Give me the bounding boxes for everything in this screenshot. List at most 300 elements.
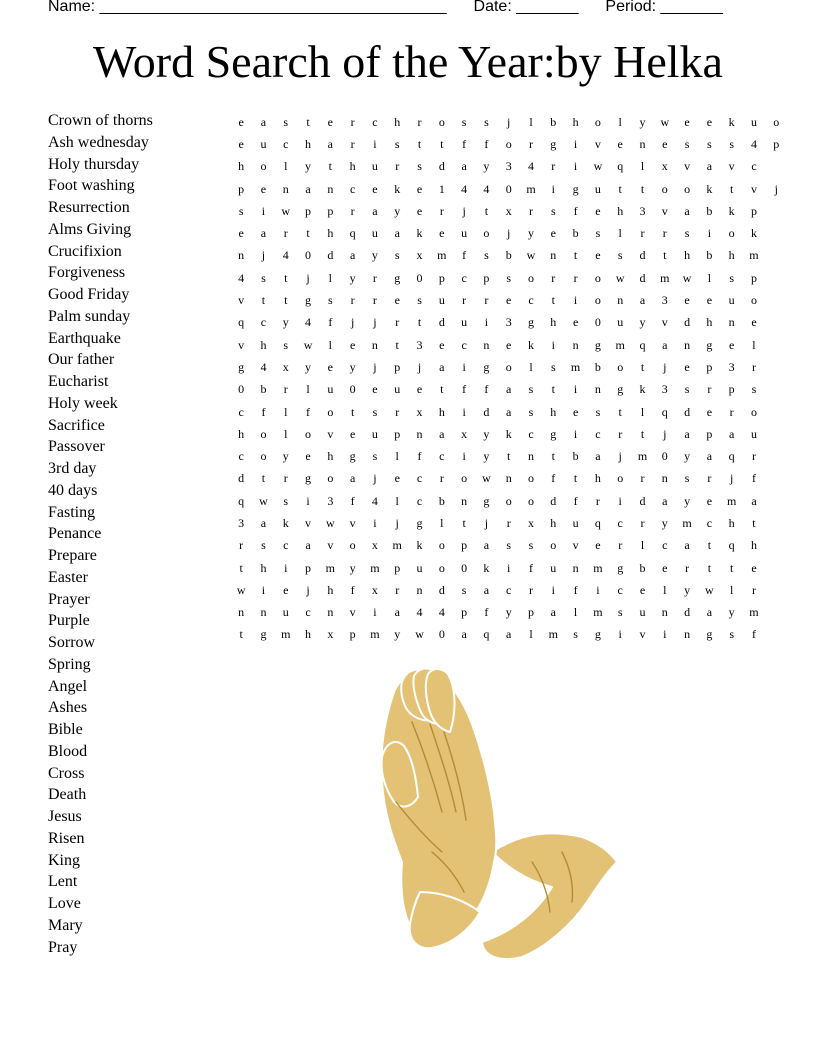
grid-letter[interactable]: r: [640, 226, 645, 241]
grid-letter[interactable]: l: [707, 270, 712, 285]
grid-letter[interactable]: s: [707, 136, 712, 151]
grid-letter[interactable]: g: [349, 449, 356, 464]
grid-letter[interactable]: o: [528, 493, 534, 508]
grid-letter[interactable]: a: [706, 449, 713, 464]
grid-letter[interactable]: a: [550, 605, 556, 620]
grid-letter[interactable]: g: [617, 560, 624, 575]
grid-letter[interactable]: e: [684, 114, 690, 129]
grid-letter[interactable]: h: [750, 538, 757, 553]
grid-letter[interactable]: q: [728, 538, 735, 553]
grid-letter[interactable]: n: [661, 471, 668, 486]
grid-letter[interactable]: r: [529, 203, 533, 218]
grid-letter[interactable]: s: [484, 248, 489, 263]
grid-letter[interactable]: y: [282, 449, 289, 464]
grid-letter[interactable]: a: [595, 449, 601, 464]
grid-letter[interactable]: t: [239, 627, 243, 642]
grid-letter[interactable]: e: [572, 404, 579, 419]
grid-letter[interactable]: w: [236, 582, 246, 597]
grid-letter[interactable]: n: [528, 449, 534, 464]
grid-letter[interactable]: n: [238, 248, 245, 263]
grid-letter[interactable]: k: [639, 382, 646, 397]
grid-letter[interactable]: m: [281, 627, 291, 642]
grid-letter[interactable]: a: [439, 426, 445, 441]
grid-letter[interactable]: r: [283, 382, 288, 397]
grid-letter[interactable]: i: [573, 136, 578, 151]
grid-letter[interactable]: i: [573, 293, 578, 308]
grid-letter[interactable]: g: [483, 359, 490, 374]
grid-letter[interactable]: c: [349, 181, 356, 196]
grid-letter[interactable]: q: [238, 315, 245, 330]
grid-letter[interactable]: e: [283, 582, 289, 597]
grid-letter[interactable]: y: [349, 270, 356, 285]
grid-letter[interactable]: e: [416, 382, 423, 397]
grid-letter[interactable]: x: [661, 159, 668, 174]
grid-letter[interactable]: n: [572, 337, 579, 352]
grid-letter[interactable]: r: [283, 471, 288, 486]
grid-letter[interactable]: l: [529, 627, 533, 642]
grid-letter[interactable]: t: [707, 560, 712, 575]
grid-letter[interactable]: t: [573, 471, 578, 486]
grid-letter[interactable]: 3: [505, 315, 512, 330]
grid-letter[interactable]: s: [506, 538, 512, 553]
grid-letter[interactable]: a: [706, 605, 713, 620]
grid-letter[interactable]: m: [593, 605, 603, 620]
grid-letter[interactable]: i: [507, 560, 511, 575]
grid-letter[interactable]: o: [327, 471, 334, 486]
grid-letter[interactable]: i: [261, 582, 266, 597]
grid-letter[interactable]: l: [663, 582, 667, 597]
grid-letter[interactable]: i: [573, 426, 578, 441]
grid-letter[interactable]: k: [706, 181, 713, 196]
grid-letter[interactable]: u: [594, 181, 601, 196]
grid-letter[interactable]: y: [349, 359, 356, 374]
grid-letter[interactable]: f: [484, 136, 489, 151]
grid-letter[interactable]: n: [282, 181, 289, 196]
grid-letter[interactable]: h: [327, 582, 334, 597]
grid-letter[interactable]: f: [751, 471, 756, 486]
grid-letter[interactable]: o: [260, 449, 267, 464]
grid-letter[interactable]: a: [684, 538, 690, 553]
grid-letter[interactable]: b: [572, 449, 579, 464]
grid-letter[interactable]: o: [505, 136, 512, 151]
grid-letter[interactable]: x: [505, 203, 512, 218]
grid-letter[interactable]: 0: [505, 181, 512, 196]
grid-letter[interactable]: t: [417, 136, 422, 151]
grid-letter[interactable]: j: [730, 471, 734, 486]
grid-letter[interactable]: h: [550, 404, 557, 419]
grid-letter[interactable]: q: [594, 515, 601, 530]
grid-letter[interactable]: e: [394, 471, 400, 486]
grid-letter[interactable]: f: [751, 627, 756, 642]
grid-letter[interactable]: p: [461, 605, 468, 620]
grid-letter[interactable]: r: [662, 226, 667, 241]
grid-letter[interactable]: s: [684, 226, 690, 241]
grid-letter[interactable]: c: [461, 270, 467, 285]
grid-letter[interactable]: p: [706, 359, 713, 374]
grid-letter[interactable]: h: [327, 226, 334, 241]
grid-letter[interactable]: k: [282, 515, 289, 530]
grid-letter[interactable]: c: [238, 404, 244, 419]
grid-letter[interactable]: l: [328, 270, 332, 285]
grid-letter[interactable]: r: [551, 159, 556, 174]
grid-letter[interactable]: r: [372, 293, 377, 308]
grid-letter[interactable]: c: [528, 426, 534, 441]
grid-letter[interactable]: d: [483, 404, 490, 419]
grid-letter[interactable]: k: [394, 181, 401, 196]
grid-letter[interactable]: k: [728, 114, 735, 129]
grid-letter[interactable]: o: [550, 538, 557, 553]
grid-letter[interactable]: e: [416, 181, 423, 196]
grid-letter[interactable]: j: [373, 315, 377, 330]
grid-letter[interactable]: h: [260, 560, 267, 575]
grid-letter[interactable]: t: [306, 114, 310, 129]
grid-letter[interactable]: 3: [661, 382, 668, 397]
grid-letter[interactable]: j: [484, 515, 489, 530]
grid-letter[interactable]: i: [373, 605, 377, 620]
grid-letter[interactable]: r: [729, 404, 734, 419]
grid-letter[interactable]: q: [661, 404, 668, 419]
grid-letter[interactable]: y: [639, 315, 646, 330]
grid-letter[interactable]: r: [529, 136, 533, 151]
grid-letter[interactable]: p: [327, 203, 334, 218]
grid-letter[interactable]: o: [260, 159, 267, 174]
grid-letter[interactable]: a: [684, 426, 690, 441]
grid-letter[interactable]: h: [349, 159, 356, 174]
grid-letter[interactable]: l: [395, 449, 399, 464]
grid-letter[interactable]: c: [617, 515, 623, 530]
grid-letter[interactable]: j: [507, 226, 511, 241]
grid-letter[interactable]: 4: [238, 270, 245, 285]
grid-letter[interactable]: d: [438, 582, 445, 597]
grid-letter[interactable]: q: [639, 337, 646, 352]
grid-letter[interactable]: l: [284, 404, 288, 419]
grid-letter[interactable]: x: [371, 582, 378, 597]
grid-letter[interactable]: t: [306, 226, 310, 241]
grid-letter[interactable]: f: [462, 382, 467, 397]
grid-letter[interactable]: u: [327, 382, 334, 397]
grid-letter[interactable]: e: [506, 337, 512, 352]
grid-letter[interactable]: o: [617, 471, 624, 486]
grid-letter[interactable]: 1: [438, 181, 445, 196]
grid-letter[interactable]: c: [260, 315, 267, 330]
grid-letter[interactable]: t: [752, 515, 756, 530]
grid-letter[interactable]: c: [461, 337, 467, 352]
grid-letter[interactable]: y: [661, 515, 668, 530]
grid-letter[interactable]: p: [750, 270, 757, 285]
grid-letter[interactable]: s: [729, 627, 735, 642]
grid-letter[interactable]: y: [305, 359, 312, 374]
grid-letter[interactable]: n: [327, 181, 334, 196]
grid-letter[interactable]: g: [305, 471, 312, 486]
grid-letter[interactable]: j: [417, 359, 422, 374]
grid-letter[interactable]: a: [483, 538, 490, 553]
grid-letter[interactable]: a: [662, 337, 668, 352]
grid-letter[interactable]: y: [394, 203, 401, 218]
grid-letter[interactable]: f: [529, 560, 533, 575]
grid-letter[interactable]: o: [461, 471, 468, 486]
grid-letter[interactable]: o: [438, 560, 445, 575]
grid-letter[interactable]: r: [395, 582, 400, 597]
grid-letter[interactable]: a: [639, 293, 646, 308]
grid-letter[interactable]: l: [284, 426, 288, 441]
grid-letter[interactable]: e: [662, 136, 668, 151]
grid-letter[interactable]: h: [684, 248, 691, 263]
grid-letter[interactable]: u: [617, 315, 624, 330]
grid-letter[interactable]: e: [706, 114, 713, 129]
grid-letter[interactable]: e: [238, 114, 244, 129]
grid-letter[interactable]: g: [305, 293, 312, 308]
grid-letter[interactable]: g: [528, 315, 534, 330]
grid-letter[interactable]: f: [551, 471, 556, 486]
grid-letter[interactable]: r: [439, 471, 444, 486]
grid-letter[interactable]: w: [705, 582, 714, 597]
grid-letter[interactable]: i: [284, 560, 288, 575]
grid-letter[interactable]: s: [328, 293, 333, 308]
grid-letter[interactable]: n: [572, 560, 579, 575]
grid-letter[interactable]: y: [728, 605, 735, 620]
grid-letter[interactable]: k: [528, 337, 534, 352]
grid-letter[interactable]: s: [595, 226, 601, 241]
grid-letter[interactable]: 3: [416, 337, 423, 352]
grid-letter[interactable]: n: [728, 315, 735, 330]
grid-letter[interactable]: p: [483, 270, 490, 285]
grid-letter[interactable]: o: [505, 493, 512, 508]
grid-letter[interactable]: t: [462, 515, 466, 530]
grid-letter[interactable]: u: [550, 560, 557, 575]
grid-letter[interactable]: n: [684, 337, 691, 352]
grid-letter[interactable]: o: [661, 181, 668, 196]
grid-letter[interactable]: t: [261, 471, 266, 486]
grid-letter[interactable]: i: [573, 382, 578, 397]
grid-letter[interactable]: l: [640, 159, 645, 174]
grid-letter[interactable]: e: [595, 248, 601, 263]
grid-letter[interactable]: r: [239, 538, 244, 553]
grid-letter[interactable]: d: [327, 248, 334, 263]
grid-letter[interactable]: j: [261, 248, 266, 263]
grid-letter[interactable]: g: [394, 270, 401, 285]
grid-letter[interactable]: h: [238, 159, 245, 174]
grid-letter[interactable]: l: [752, 337, 756, 352]
grid-letter[interactable]: o: [438, 114, 445, 129]
grid-letter[interactable]: d: [684, 605, 691, 620]
grid-letter[interactable]: d: [438, 159, 445, 174]
grid-letter[interactable]: o: [750, 404, 757, 419]
grid-letter[interactable]: i: [462, 359, 466, 374]
grid-letter[interactable]: u: [750, 426, 757, 441]
grid-letter[interactable]: r: [350, 114, 355, 129]
grid-letter[interactable]: e: [706, 404, 713, 419]
grid-letter[interactable]: r: [350, 136, 355, 151]
grid-letter[interactable]: t: [640, 359, 645, 374]
grid-letter[interactable]: w: [281, 203, 291, 218]
grid-letter[interactable]: s: [283, 337, 289, 352]
grid-letter[interactable]: s: [417, 293, 422, 308]
grid-letter[interactable]: m: [370, 627, 380, 642]
grid-letter[interactable]: j: [373, 471, 377, 486]
grid-letter[interactable]: g: [238, 359, 245, 374]
grid-letter[interactable]: v: [238, 337, 245, 352]
grid-letter[interactable]: n: [684, 627, 691, 642]
grid-letter[interactable]: r: [640, 515, 645, 530]
grid-letter[interactable]: v: [728, 159, 735, 174]
grid-letter[interactable]: x: [528, 515, 534, 530]
grid-letter[interactable]: o: [349, 538, 356, 553]
grid-letter[interactable]: r: [551, 270, 556, 285]
grid-letter[interactable]: s: [684, 382, 690, 397]
grid-letter[interactable]: a: [461, 627, 467, 642]
grid-letter[interactable]: r: [707, 382, 712, 397]
grid-letter[interactable]: v: [572, 538, 579, 553]
grid-letter[interactable]: 0: [438, 627, 445, 642]
grid-letter[interactable]: r: [640, 471, 645, 486]
grid-letter[interactable]: s: [261, 270, 266, 285]
grid-letter[interactable]: w: [303, 337, 313, 352]
grid-letter[interactable]: e: [751, 560, 757, 575]
grid-letter[interactable]: 0: [416, 270, 423, 285]
grid-letter[interactable]: t: [440, 136, 444, 151]
grid-letter[interactable]: p: [728, 382, 735, 397]
grid-letter[interactable]: r: [707, 471, 712, 486]
grid-letter[interactable]: w: [526, 248, 536, 263]
grid-letter[interactable]: y: [483, 449, 490, 464]
grid-letter[interactable]: t: [440, 382, 444, 397]
grid-letter[interactable]: e: [349, 337, 356, 352]
grid-letter[interactable]: r: [751, 359, 756, 374]
grid-letter[interactable]: p: [305, 560, 312, 575]
grid-letter[interactable]: l: [573, 605, 578, 620]
grid-letter[interactable]: v: [349, 605, 356, 620]
grid-letter[interactable]: g: [617, 382, 624, 397]
grid-letter[interactable]: v: [661, 203, 668, 218]
grid-letter[interactable]: p: [750, 203, 757, 218]
grid-letter[interactable]: y: [282, 315, 289, 330]
grid-letter[interactable]: g: [594, 627, 601, 642]
grid-letter[interactable]: o: [594, 114, 601, 129]
grid-letter[interactable]: t: [573, 248, 578, 263]
grid-letter[interactable]: 4: [416, 605, 423, 620]
grid-letter[interactable]: 3: [238, 515, 245, 530]
grid-letter[interactable]: c: [238, 449, 244, 464]
grid-letter[interactable]: t: [261, 293, 266, 308]
grid-letter[interactable]: i: [261, 203, 266, 218]
grid-letter[interactable]: b: [260, 382, 267, 397]
grid-letter[interactable]: t: [640, 426, 645, 441]
grid-letter[interactable]: l: [284, 159, 288, 174]
grid-letter[interactable]: h: [394, 114, 401, 129]
grid-letter[interactable]: 4: [438, 605, 445, 620]
grid-letter[interactable]: p: [438, 270, 445, 285]
grid-letter[interactable]: s: [461, 114, 467, 129]
grid-letter[interactable]: x: [461, 426, 468, 441]
grid-letter[interactable]: l: [640, 404, 645, 419]
grid-letter[interactable]: g: [483, 493, 490, 508]
grid-letter[interactable]: j: [306, 270, 310, 285]
grid-letter[interactable]: i: [596, 582, 600, 597]
grid-letter[interactable]: t: [284, 270, 288, 285]
grid-letter[interactable]: u: [394, 382, 401, 397]
grid-letter[interactable]: n: [483, 337, 490, 352]
grid-letter[interactable]: p: [461, 538, 468, 553]
grid-letter[interactable]: u: [728, 293, 735, 308]
grid-letter[interactable]: s: [751, 382, 757, 397]
grid-letter[interactable]: i: [551, 337, 555, 352]
grid-letter[interactable]: k: [750, 226, 757, 241]
grid-letter[interactable]: x: [416, 248, 423, 263]
grid-letter[interactable]: c: [528, 293, 534, 308]
grid-letter[interactable]: b: [639, 560, 646, 575]
grid-letter[interactable]: n: [238, 605, 245, 620]
grid-letter[interactable]: m: [593, 560, 603, 575]
grid-letter[interactable]: 0: [461, 560, 468, 575]
grid-letter[interactable]: g: [572, 181, 579, 196]
grid-letter[interactable]: q: [238, 493, 245, 508]
grid-letter[interactable]: e: [684, 359, 690, 374]
grid-letter[interactable]: y: [684, 582, 691, 597]
grid-letter[interactable]: 3: [661, 293, 668, 308]
date-field[interactable]: Date: _______: [473, 0, 579, 15]
grid-letter[interactable]: a: [506, 627, 512, 642]
grid-letter[interactable]: o: [594, 270, 601, 285]
grid-letter[interactable]: o: [684, 181, 691, 196]
grid-letter[interactable]: 4: [305, 315, 312, 330]
grid-letter[interactable]: f: [573, 203, 578, 218]
grid-letter[interactable]: l: [730, 582, 734, 597]
grid-letter[interactable]: 0: [594, 315, 601, 330]
grid-letter[interactable]: a: [349, 248, 356, 263]
grid-letter[interactable]: s: [528, 404, 534, 419]
grid-letter[interactable]: s: [394, 248, 400, 263]
grid-letter[interactable]: n: [260, 605, 267, 620]
grid-letter[interactable]: o: [594, 293, 601, 308]
grid-letter[interactable]: v: [238, 293, 245, 308]
grid-letter[interactable]: e: [684, 293, 690, 308]
grid-letter[interactable]: n: [416, 582, 423, 597]
grid-letter[interactable]: s: [550, 203, 556, 218]
grid-letter[interactable]: v: [684, 159, 691, 174]
grid-letter[interactable]: s: [729, 136, 735, 151]
grid-letter[interactable]: w: [259, 493, 268, 508]
grid-letter[interactable]: b: [438, 493, 445, 508]
grid-letter[interactable]: f: [350, 493, 355, 508]
grid-letter[interactable]: c: [506, 582, 512, 597]
grid-letter[interactable]: o: [750, 293, 757, 308]
grid-letter[interactable]: l: [395, 493, 399, 508]
grid-letter[interactable]: j: [350, 315, 355, 330]
grid-letter[interactable]: r: [395, 159, 400, 174]
grid-letter[interactable]: r: [395, 315, 400, 330]
grid-letter[interactable]: y: [528, 226, 534, 241]
grid-letter[interactable]: e: [439, 226, 445, 241]
grid-letter[interactable]: 4: [528, 159, 534, 174]
grid-letter[interactable]: i: [306, 493, 310, 508]
grid-letter[interactable]: g: [260, 627, 267, 642]
grid-letter[interactable]: h: [550, 515, 557, 530]
grid-letter[interactable]: a: [305, 181, 311, 196]
grid-letter[interactable]: s: [484, 114, 489, 129]
grid-letter[interactable]: f: [462, 248, 467, 263]
grid-letter[interactable]: t: [730, 181, 734, 196]
grid-letter[interactable]: o: [528, 270, 534, 285]
grid-letter[interactable]: c: [595, 426, 601, 441]
grid-letter[interactable]: b: [572, 226, 579, 241]
grid-letter[interactable]: s: [617, 248, 623, 263]
grid-letter[interactable]: e: [416, 203, 423, 218]
grid-letter[interactable]: m: [615, 337, 625, 352]
grid-letter[interactable]: y: [483, 159, 490, 174]
grid-letter[interactable]: e: [327, 359, 333, 374]
grid-letter[interactable]: b: [550, 114, 557, 129]
grid-letter[interactable]: t: [618, 181, 622, 196]
